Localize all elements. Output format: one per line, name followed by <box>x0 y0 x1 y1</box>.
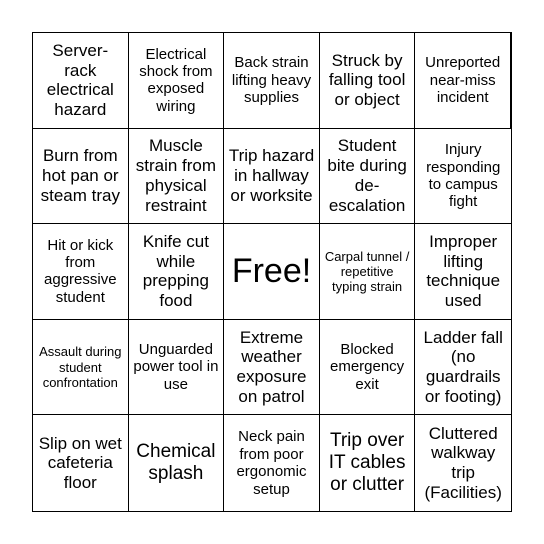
free-space[interactable]: Free! <box>224 224 320 320</box>
bingo-cell[interactable]: Knife cut while prepping food <box>129 224 225 320</box>
bingo-cell[interactable]: Server-rack electrical hazard <box>33 33 129 129</box>
bingo-cell[interactable]: Struck by falling tool or object <box>320 33 416 129</box>
bingo-cell[interactable]: Student bite during de-escalation <box>320 129 416 225</box>
bingo-board <box>32 32 512 512</box>
bingo-cell[interactable]: Slip on wet cafeteria floor <box>33 415 129 511</box>
bingo-cell[interactable]: Extreme weather exposure on patrol <box>224 320 320 416</box>
bingo-cell[interactable]: Ladder fall (no guardrails or footing) <box>415 320 511 416</box>
bingo-cell[interactable]: Cluttered walkway trip (Facilities) <box>424 423 502 502</box>
bingo-cell[interactable]: Burn from hot pan or steam tray <box>33 129 129 225</box>
bingo-cell[interactable]: Carpal tunnel / repetitive typing strain <box>320 224 416 320</box>
bingo-cell[interactable]: Muscle strain from physical restraint <box>129 129 225 225</box>
bingo-cell[interactable]: Improper lifting technique used <box>415 224 511 320</box>
bingo-cell[interactable]: Neck pain from poor ergonomic setup <box>224 415 320 511</box>
bingo-cell[interactable]: Back strain lifting heavy supplies <box>224 33 320 129</box>
bingo-cell[interactable]: Blocked emergency exit <box>320 320 416 416</box>
bingo-cell[interactable]: Trip over IT cables or clutter <box>320 415 416 511</box>
bingo-cell[interactable]: Hit or kick from aggressive student <box>33 224 129 320</box>
bingo-cell[interactable]: Unreported near-miss incident <box>415 33 511 129</box>
bingo-cell[interactable]: Trip hazard in hallway or worksite <box>224 129 320 225</box>
bingo-cell[interactable]: Injury responding to campus fight <box>415 129 511 225</box>
bingo-cell[interactable]: Assault during student confrontation <box>33 320 129 416</box>
bingo-cell[interactable]: Chemical splash <box>129 415 225 511</box>
bingo-cell[interactable]: Unguarded power tool in use <box>129 320 225 416</box>
bingo-cell[interactable]: Electrical shock from exposed wiring <box>129 33 225 129</box>
